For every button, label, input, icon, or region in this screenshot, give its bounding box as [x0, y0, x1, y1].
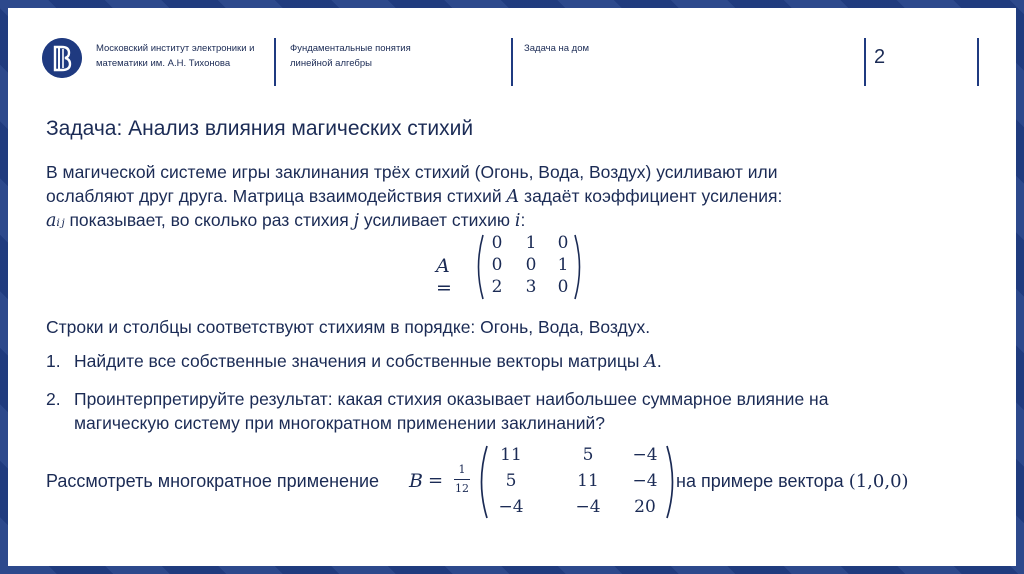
fraction-denominator: 12: [455, 482, 469, 495]
fraction-numerator: 1: [458, 463, 466, 476]
matrix-b-cell: −4: [632, 445, 658, 465]
vector-value: (1,0,0): [848, 471, 909, 492]
matrix-b-cell: −4: [575, 497, 601, 517]
matrix-a-cell: 0: [557, 233, 569, 253]
matrix-b-cell: 20: [634, 497, 656, 517]
task-item-1: 1. Найдите все собственные значения и собственные векторы матрицы A.: [46, 351, 662, 372]
matrix-b-cell: −4: [632, 471, 658, 491]
matrix-b-cell: 5: [582, 445, 594, 465]
matrix-b-statement: Рассмотреть многократное применение: [46, 471, 380, 491]
matrix-a-cell: 0: [525, 255, 537, 275]
section-name: Задача на дом: [524, 43, 590, 54]
header-divider: [977, 38, 979, 86]
slide: [8, 8, 1016, 566]
intro-line-3: aᵢⱼ показывает, во сколько раз стихия j усиливает стихию i:: [46, 210, 526, 231]
matrix-b-cell: 11: [577, 471, 599, 491]
matrix-a-cell: 0: [491, 255, 503, 275]
task-item-2: 2. Проинтерпретируйте результат: какая стихия оказывает наибольшее суммарное влияние на магическую систему при многократном применении заклинаний?: [46, 389, 829, 433]
fraction-bar: [454, 479, 470, 480]
matrix-a-cell: 3: [525, 277, 537, 297]
institute-name: Московский институт электроники и математики им. А.Н. Тихонова: [96, 43, 255, 69]
matrix-b-cell: 11: [500, 445, 522, 465]
matrix-b-cell: −4: [498, 497, 524, 517]
hse-logo: [42, 38, 82, 78]
matrix-a-label: A =: [436, 255, 452, 299]
right-paren: [572, 233, 586, 301]
matrix-a-cell: 1: [525, 233, 537, 253]
header-divider: [274, 38, 276, 86]
matrix-a-cell: 0: [491, 233, 503, 253]
course-name: Фундаментальные понятия линейной алгебры: [290, 43, 411, 69]
header-divider: [864, 38, 866, 86]
task-title: Задача: Анализ влияния магических стихий: [46, 117, 474, 140]
matrix-a-cell: 2: [491, 277, 503, 297]
matrix-b-cell: 5: [505, 471, 517, 491]
intro-line-2: ослабляют друг друга. Матрица взаимодействия стихий A задаёт коэффициент усиления:: [46, 186, 783, 207]
page-number: 2: [874, 46, 886, 68]
header-divider: [511, 38, 513, 86]
intro-line-1: В магической системе игры заклинания трёх стихий (Огонь, Вода, Воздух) усиливают или: [46, 162, 778, 182]
vector-statement: на примере вектора (1,0,0): [676, 471, 909, 492]
left-paren: [472, 233, 486, 301]
equals-sign: =: [428, 470, 444, 491]
matrix-b-var: B: [409, 470, 423, 492]
matrix-a-cell: 0: [557, 277, 569, 297]
matrix-a-cell: 1: [557, 255, 569, 275]
order-statement: Строки и столбцы соответствуют стихиям в порядке: Огонь, Вода, Воздух.: [46, 317, 651, 337]
